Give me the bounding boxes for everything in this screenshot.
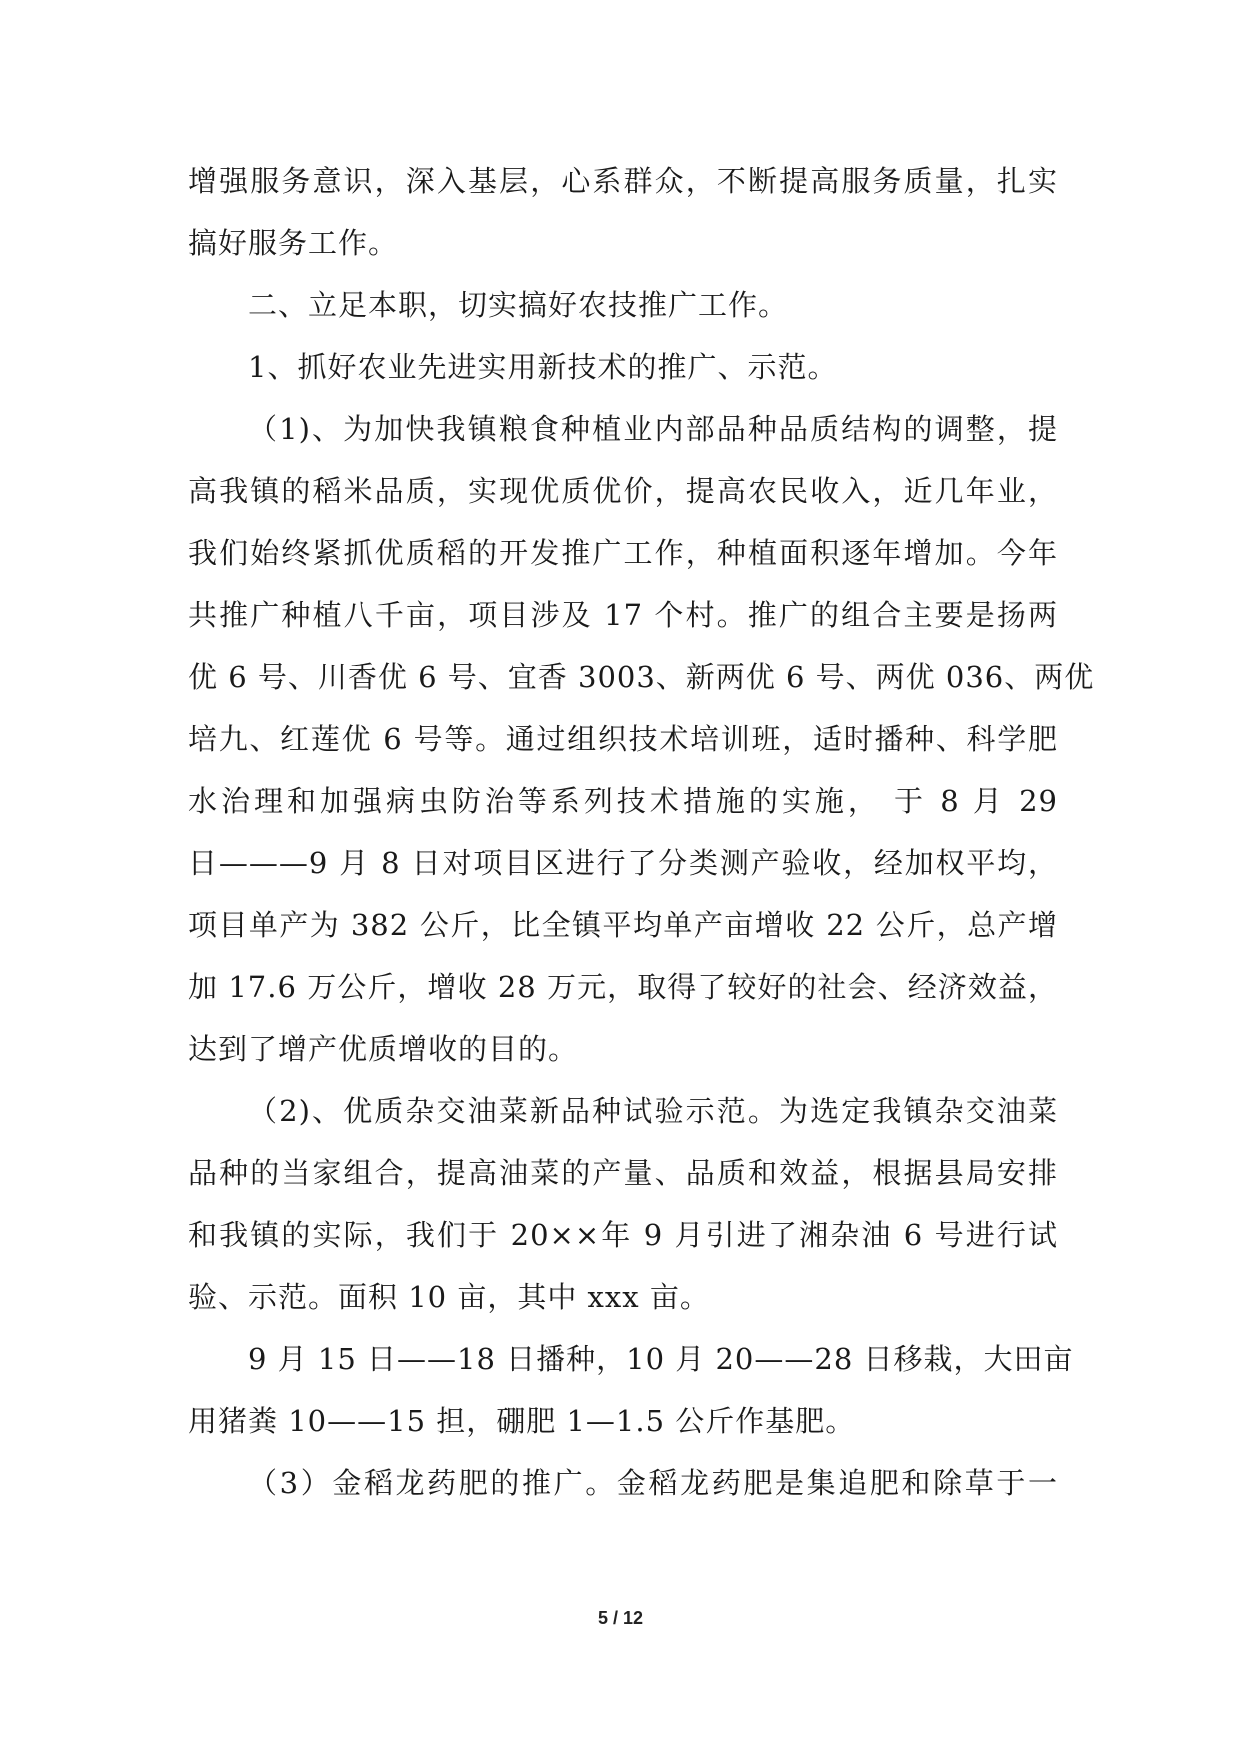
text-line: 达到了增产优质增收的目的。: [188, 1032, 579, 1066]
subsection-heading: 1、抓好农业先进实用新技术的推广、示范。: [248, 350, 838, 384]
text-line: 共推广种植八千亩，项目涉及 17 个村。推广的组合主要是扬两: [188, 598, 1058, 632]
text-line: 用猪粪 10——15 担，硼肥 1—1.5 公斤作基肥。: [188, 1404, 856, 1438]
section-heading: 二、立足本职，切实搞好农技推广工作。: [248, 288, 789, 322]
text-line: （3）金稻龙药肥的推广。金稻龙药肥是集追肥和除草于一: [248, 1466, 1058, 1500]
text-line: 水治理和加强病虫防治等系列技术措施的实施， 于 8 月 29: [188, 784, 1058, 818]
text-line: 高我镇的稻米品质，实现优质优价，提高农民收入，近几年业，: [188, 474, 1058, 508]
page-number: 5 / 12: [597, 1608, 644, 1628]
text-line: 日———9 月 8 日对项目区进行了分类测产验收，经加权平均，: [188, 846, 1058, 880]
text-line: 项目单产为 382 公斤，比全镇平均单产亩增收 22 公斤，总产增: [188, 908, 1058, 942]
body-text: [188, 150, 1095, 1514]
text-line: 加 17.6 万公斤，增收 28 万元，取得了较好的社会、经济效益，: [188, 970, 1058, 1004]
text-line: 品种的当家组合，提高油菜的产量、品质和效益，根据县局安排: [188, 1156, 1058, 1190]
text-line: 验、示范。面积 10 亩，其中 xxx 亩。: [188, 1280, 710, 1314]
text-line: 优 6 号、川香优 6 号、宜香 3003、新两优 6 号、两优 036、两优: [188, 660, 1095, 694]
text-line: 和我镇的实际，我们于 20××年 9 月引进了湘杂油 6 号进行试: [188, 1218, 1058, 1252]
text-line: （2)、优质杂交油菜新品种试验示范。为选定我镇杂交油菜: [248, 1094, 1058, 1128]
text-line: 9 月 15 日——18 日播种，10 月 20——28 日移栽，大田亩: [248, 1342, 1074, 1376]
text-line: 我们始终紧抓优质稻的开发推广工作，种植面积逐年增加。今年: [188, 536, 1058, 570]
text-line: （1)、为加快我镇粮食种植业内部品种品质结构的调整，提: [248, 412, 1058, 446]
text-line: 培九、红莲优 6 号等。通过组织技术培训班，适时播种、科学肥: [188, 722, 1058, 756]
text-line: 增强服务意识，深入基层，心系群众，不断提高服务质量，扎实: [188, 164, 1058, 198]
text-line: 搞好服务工作。: [188, 226, 399, 260]
